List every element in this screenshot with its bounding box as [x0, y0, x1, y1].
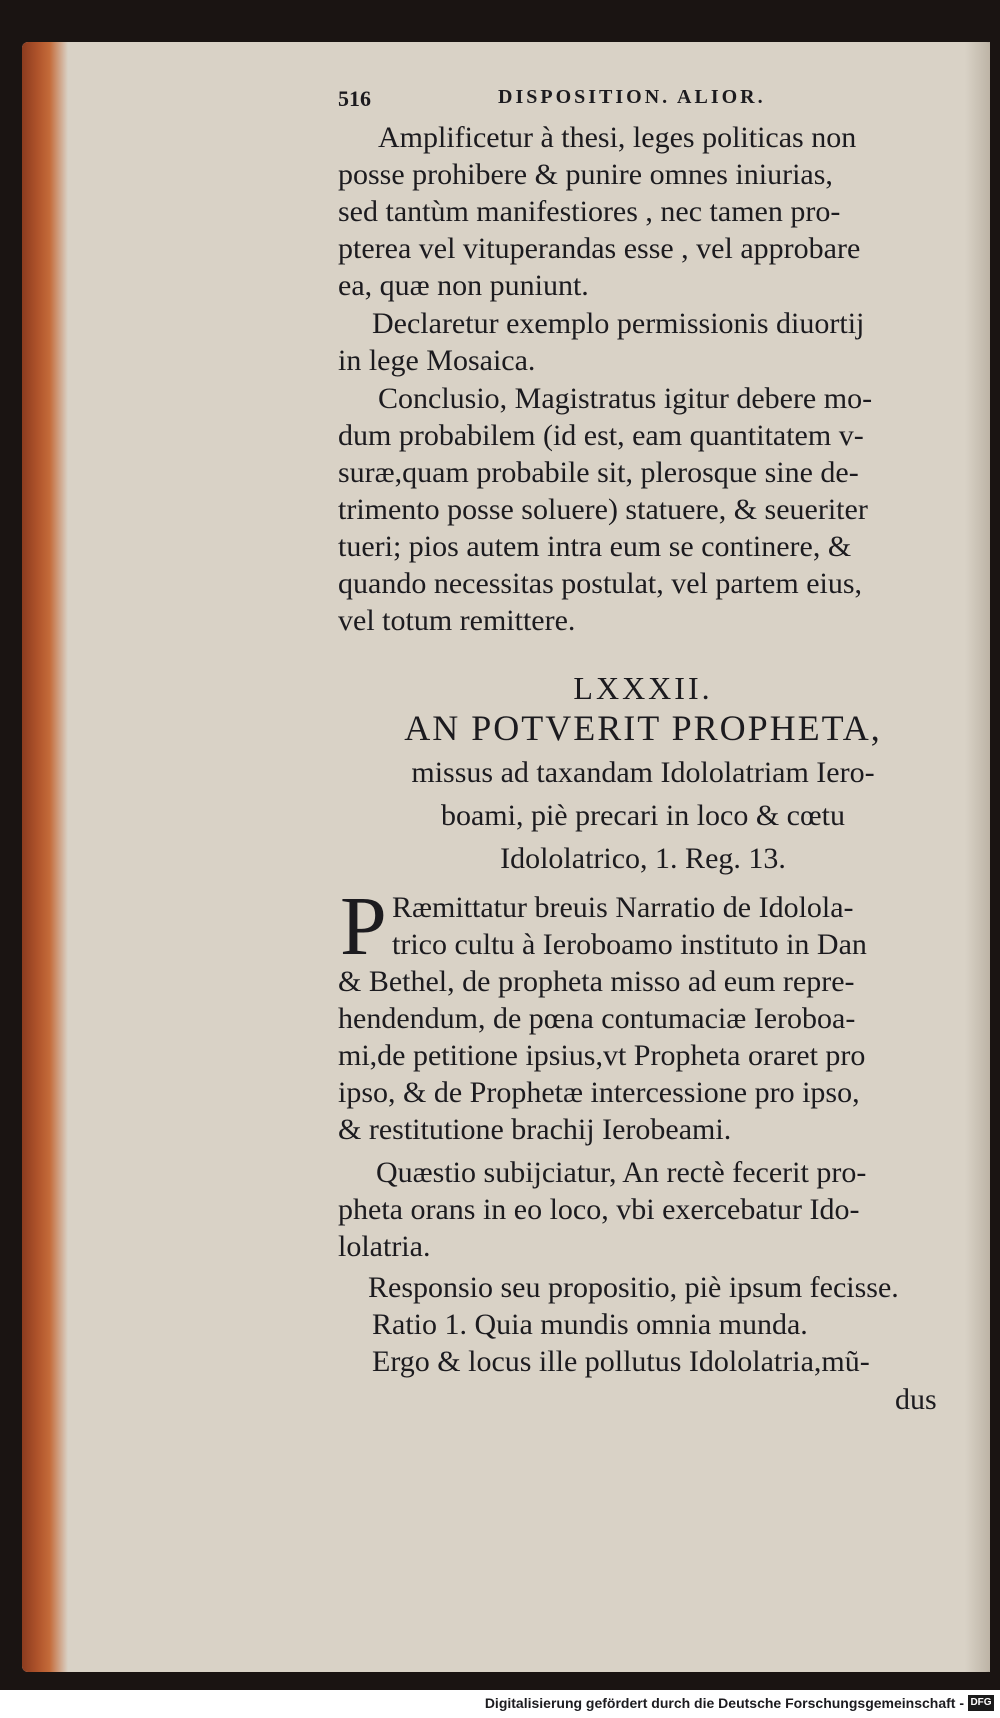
body-line: sed tantùm manifestiores , nec tamen pro-	[338, 195, 841, 228]
section-line: & restitutione brachij Ierobeami.	[338, 1113, 732, 1146]
catchword: dus	[895, 1383, 937, 1416]
dfg-logo: DFG	[968, 1695, 994, 1711]
section-line: hendendum, de pœna contumaciæ Ieroboa-	[338, 1002, 856, 1035]
body-line: pterea vel vituperandas esse , vel approbare	[338, 232, 861, 265]
section-line: pheta orans in eo loco, vbi exercebatur Ido-	[338, 1193, 860, 1226]
section-title-line: AN POTVERIT PROPHETA,	[404, 708, 882, 748]
section-line: & Bethel, de propheta misso ad eum repre-	[338, 965, 855, 998]
body-line: Amplificetur à thesi, leges politicas non	[378, 121, 857, 154]
section-line: Ergo & locus ille pollutus Idololatria,mũ-	[372, 1345, 870, 1378]
body-line: posse prohibere & punire omnes iniurias,	[338, 158, 833, 191]
section-line: Ræmittatur breuis Narratio de Idolola-	[392, 891, 854, 924]
page-header	[338, 86, 948, 112]
body-line: Declaretur exemplo permissionis diuortij	[372, 307, 865, 340]
body-line: dum probabilem (id est, eam quantitatem v-	[338, 419, 864, 452]
body-line: quando necessitas postulat, vel partem eius,	[338, 567, 863, 600]
footer-bar	[0, 1690, 1000, 1718]
section-line: ipso, & de Prophetæ intercessione pro ipso,	[338, 1076, 860, 1109]
section-line: Responsio seu propositio, piè ipsum fecisse.	[368, 1271, 899, 1304]
section-title-line: Idololatrico, 1. Reg. 13.	[500, 842, 786, 875]
body-line: vel totum remittere.	[338, 604, 576, 637]
section-line: lolatria.	[338, 1230, 431, 1263]
page-number: 516	[338, 86, 371, 111]
body-line: ea, quæ non puniunt.	[338, 269, 589, 302]
body-line: Conclusio, Magistratus igitur debere mo-	[378, 382, 873, 415]
drop-initial: P	[340, 880, 387, 973]
body-line: in lege Mosaica.	[338, 344, 536, 377]
body-line: suræ,quam probabile sit, plerosque sine de-	[338, 456, 859, 489]
page-gutter-edge	[22, 42, 68, 1672]
funding-credit: Digitalisierung gefördert durch die Deutsche Forschungsgemeinschaft -	[484, 1695, 964, 1711]
running-head: DISPOSITION. ALIOR.	[498, 86, 766, 108]
page-right-edge	[965, 42, 990, 1672]
section-title-line: boami, piè precari in loco & cœtu	[440, 799, 846, 832]
body-line: trimento posse soluere) statuere, & seueriter	[338, 493, 868, 526]
section-line: Quæstio subijciatur, An rectè fecerit pro-	[376, 1156, 867, 1189]
section-line: trico cultu à Ieroboamo instituto in Dan	[392, 928, 867, 961]
section-line: Ratio 1. Quia mundis omnia munda.	[372, 1308, 808, 1341]
body-line: tueri; pios autem intra eum se continere, &	[338, 530, 852, 563]
section-line: mi,de petitione ipsius,vt Propheta oraret pro	[338, 1039, 866, 1072]
section-title-line: missus ad taxandam Idololatriam Iero-	[411, 756, 875, 789]
section-number: LXXXII.	[573, 670, 713, 706]
